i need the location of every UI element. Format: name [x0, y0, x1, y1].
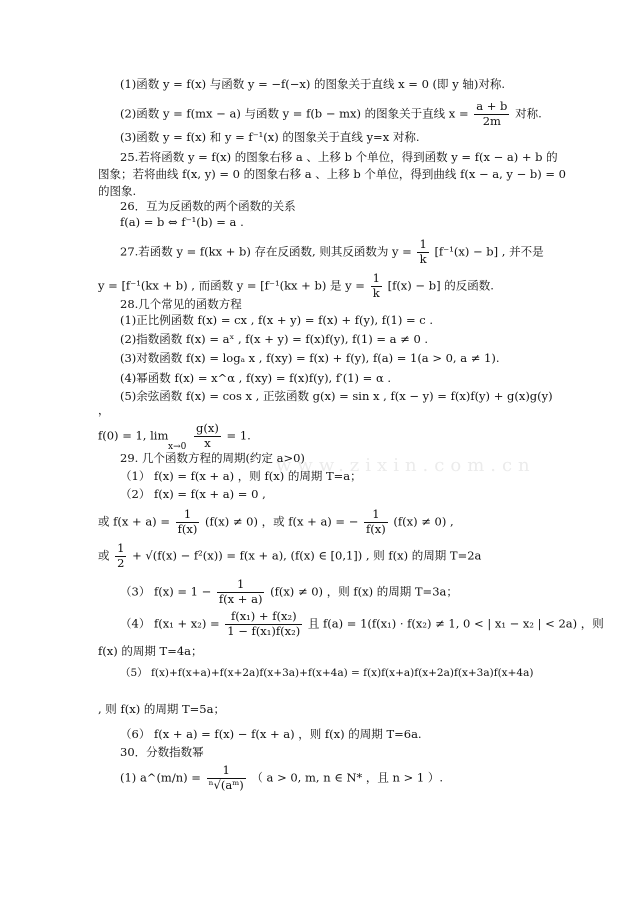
fraction: $\frac{\text{f(x₁) + f(x₂)}}{\text{1 − f(x₁)f(x₂)}}$ — [227, 609, 301, 638]
item-29-heading: 29. 几个函数方程的周期(约定 a>0) — [120, 451, 305, 465]
item-29-2-or-2: 或 $\frac{1}{2}$ + √(f(x) − f²(x)) = f(x + a), (f(x) ∈ [0,1]) , 则 f(x) 的周期 T=2a — [98, 541, 482, 570]
fraction: $\frac{1}{2}$ — [117, 541, 125, 570]
fraction: $\frac{1}{k}$ — [419, 237, 427, 266]
fraction: $\frac{1}{f(x)}$ — [366, 507, 386, 536]
comma: ， — [98, 403, 110, 417]
item-28-3: (3)对数函数 f(x) = logₐ x , f(xy) = f(x) + f(y), f(a) = 1(a > 0, a ≠ 1). — [120, 351, 500, 365]
item-26-heading: 26．互为反函数的两个函数的关系 — [120, 199, 296, 213]
item-28-heading: 28.几个常见的函数方程 — [120, 297, 242, 311]
item-25-line-2: 图象；若将曲线 f(x, y) = 0 的图象右移 a 、上移 b 个单位，得到曲线 f(x − a, y − b) = 0 — [98, 167, 566, 181]
item-29-1: （1） f(x) = f(x + a) ，则 f(x) 的周期 T=a； — [120, 469, 362, 483]
item-28-2: (2)指数函数 f(x) = aˣ , f(x + y) = f(x)f(y), f(1) = a ≠ 0 . — [120, 332, 429, 346]
item-29-5: （5） f(x)+f(x+a)+f(x+2a)f(x+3a)+f(x+4a) = f(x)f(x+a)f(x+2a)f(x+3a)f(x+4a) — [120, 667, 534, 679]
fraction: $\frac{1}{f(x)}$ — [177, 507, 198, 536]
item-3: (3)函数 y = f(x) 和 y = f⁻¹(x) 的图象关于直线 y=x 对称. — [120, 130, 420, 144]
item-29-5-cont: , 则 f(x) 的周期 T=5a； — [98, 702, 225, 716]
item-29-2: （2） f(x) = f(x + a) = 0 , — [120, 487, 266, 501]
fraction: $\frac{g(x)}{x}$ — [196, 421, 219, 450]
item-27-line-1: 27.若函数 y = f(kx + b) 存在反函数, 则其反函数为 y = $\frac{1}{k}$ [f⁻¹(x) − b] , 并不是 — [120, 237, 544, 266]
item-25-line-3: 的图象. — [98, 184, 137, 198]
item-29-4: （4） f(x₁ + x₂) = $\frac{\text{f(x₁) + f(x₂)}}{\text{1 − f(x₁)f(x₂)}}$ 且 f(a) = 1(f(x₁) · f(x₂) ≠ 1, 0 < | x₁ − x₂ | < 2a) ，则 — [120, 609, 604, 638]
item-30-heading: 30．分数指数幂 — [120, 745, 204, 759]
limit-subscript: x→0 — [168, 442, 187, 453]
item-29-3: （3） f(x) = 1 − $\frac{1}{f(x + a)}$ (f(x) ≠ 0) ，则 f(x) 的周期 T=3a； — [120, 577, 458, 606]
item-27-line-2: y = [f⁻¹(kx + b) , 而函数 y = [f⁻¹(kx + b) 是 y = $\frac{1}{k}$ [f(x) − b] 的反函数. — [98, 271, 494, 300]
item-28-1: (1)正比例函数 f(x) = cx , f(x + y) = f(x) + f(y), f(1) = c . — [120, 313, 434, 327]
limit-line: f(0) = 1, lim x→0 $\frac{g(x)}{x}$ = 1. — [98, 421, 251, 453]
fraction: $\frac{1}{\text{ⁿ√(aᵐ)}}$ — [208, 763, 244, 792]
item-29-2-or-1: 或 f(x + a) = $\frac{1}{f(x)}$ (f(x) ≠ 0) ，或 f(x + a) = − $\frac{1}{f(x)}$ (f(x) ≠ 0) , — [98, 507, 454, 536]
watermark: www.zixin.com.cn — [276, 455, 536, 476]
fraction: $\frac{1}{f(x + a)}$ — [218, 577, 263, 606]
item-1: (1)函数 y = f(x) 与函数 y = −f(−x) 的图象关于直线 x = 0 (即 y 轴)对称. — [120, 77, 505, 91]
fraction: $\frac{a + b}{2m}$ — [476, 99, 508, 128]
fraction: $\frac{1}{k}$ — [372, 271, 380, 300]
item-2: (2)函数 y = f(mx − a) 与函数 y = f(b − mx) 的图象关于直线 x = $\frac{a + b}{2m}$ 对称. — [120, 99, 542, 128]
item-29-6: （6） f(x + a) = f(x) − f(x + a) ，则 f(x) 的周期 T=6a. — [120, 727, 422, 741]
item-28-5: (5)余弦函数 f(x) = cos x , 正弦函数 g(x) = sin x , f(x − y) = f(x)f(y) + g(x)g(y) — [120, 389, 553, 403]
item-26-formula: f(a) = b ⇔ f⁻¹(b) = a . — [120, 215, 244, 229]
item-29-4-cont: f(x) 的周期 T=4a； — [98, 644, 203, 658]
item-30-1: (1) a^(m/n) = $\frac{1}{\text{ⁿ√(aᵐ)}}$ （ a > 0, m, n ∈ N* ，且 n > 1 ）. — [120, 763, 444, 792]
item-28-4: (4)幂函数 f(x) = x^α , f(xy) = f(x)f(y), f′(1) = α . — [120, 371, 392, 385]
item-25-line-1: 25.若将函数 y = f(x) 的图象右移 a 、上移 b 个单位，得到函数 y = f(x − a) + b 的 — [120, 150, 558, 164]
